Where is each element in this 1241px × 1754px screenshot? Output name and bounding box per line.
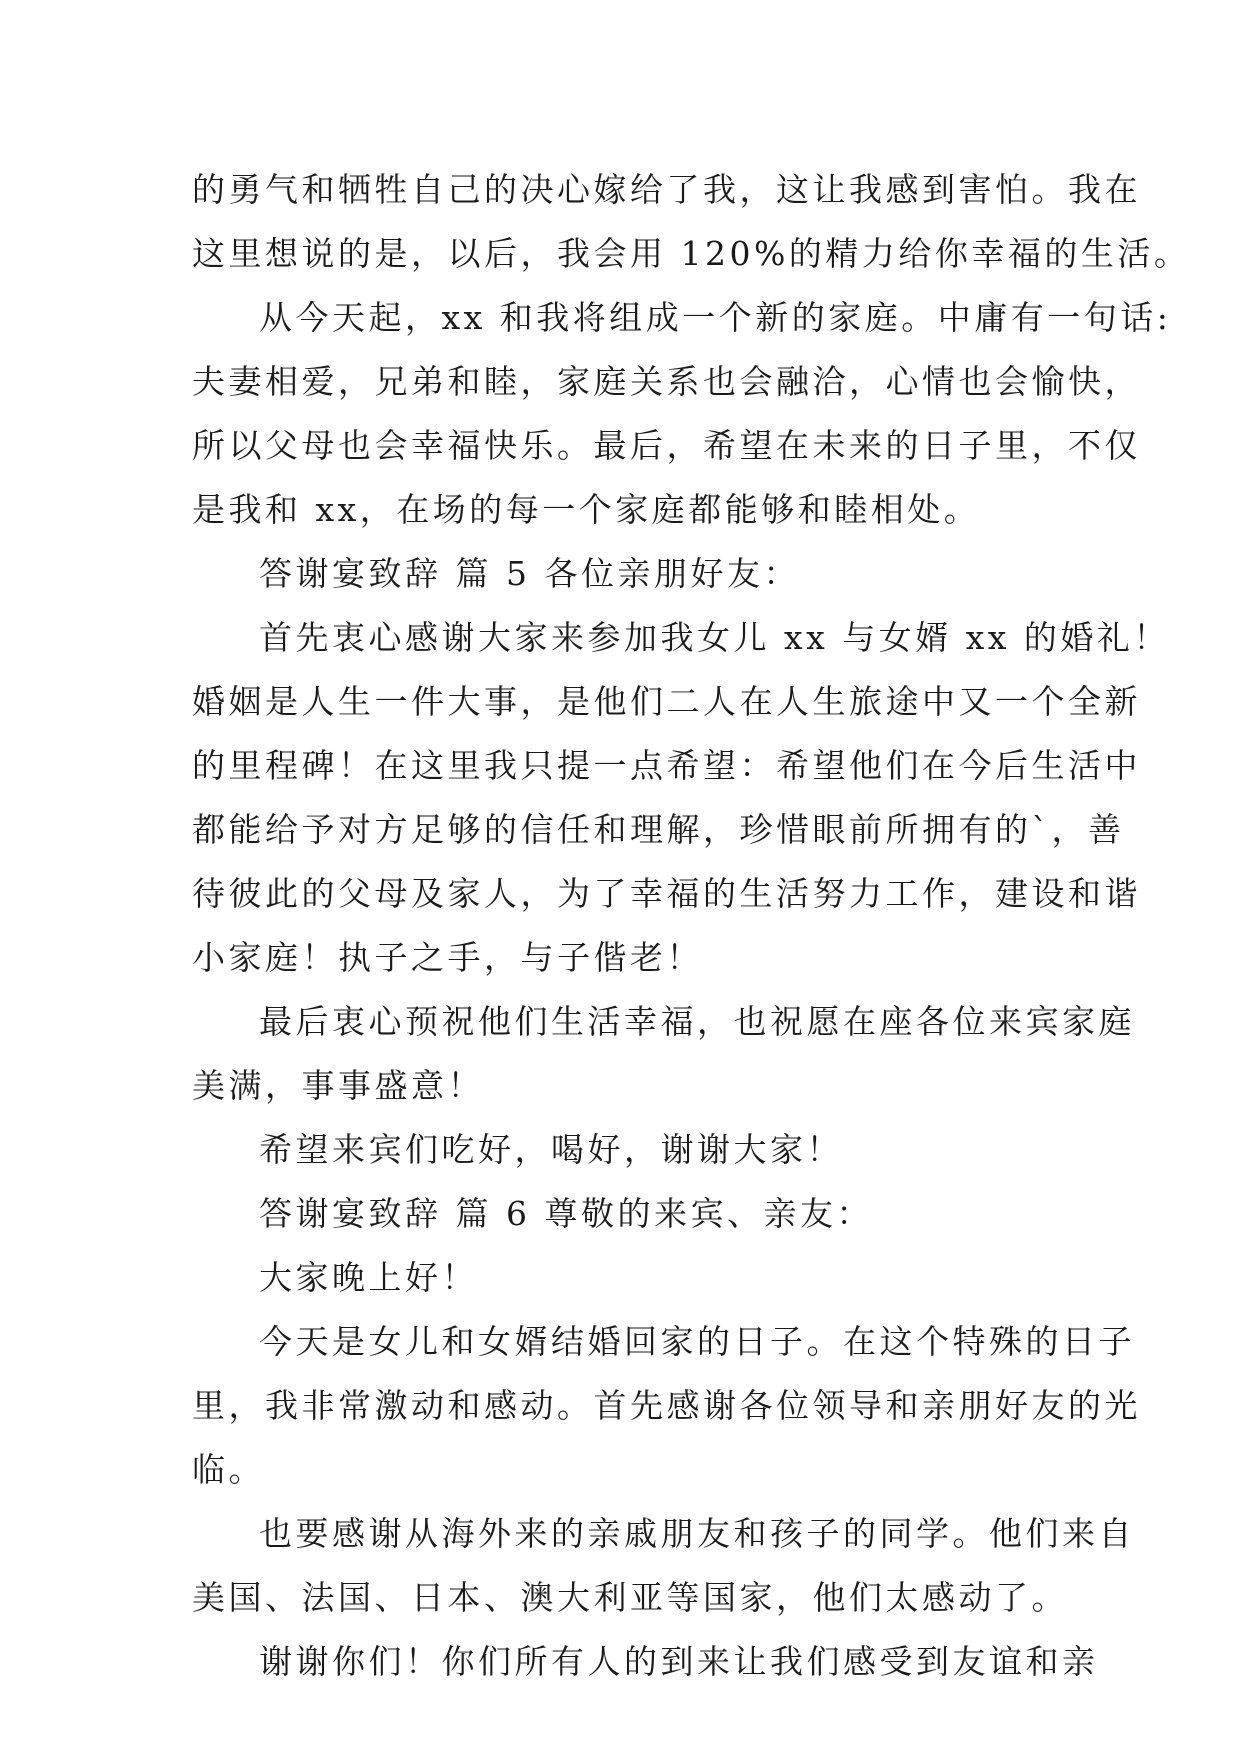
text-line: 美满，事事盛意！ (192, 1066, 484, 1105)
text-line: 答谢宴致辞 篇 6 尊敬的来宾、亲友： (259, 1194, 873, 1233)
text-line: 今天是女儿和女婿结婚回家的日子。在这个特殊的日子 (259, 1322, 1135, 1361)
text-line: 大家晚上好！ (259, 1258, 478, 1297)
text-line: 小家庭！执子之手，与子偕老！ (192, 938, 703, 977)
text-line: 首先衷心感谢大家来参加我女儿 xx 与女婿 xx 的婚礼！ (259, 618, 1170, 657)
text-line: 也要感谢从海外来的亲戚朋友和孩子的同学。他们来自 (259, 1514, 1135, 1553)
text-line: 是我和 xx，在场的每一个家庭都能够和睦相处。 (192, 490, 981, 529)
text-line: 这里想说的是，以后，我会用 120%的精力给你幸福的生活。 (192, 234, 1191, 273)
text-line: 的勇气和牺牲自己的决心嫁给了我，这让我感到害怕。我在 (192, 170, 1141, 209)
text-line: 从今天起，xx 和我将组成一个新的家庭。中庸有一句话: (259, 298, 1172, 337)
text-line: 临。 (192, 1450, 265, 1489)
text-line: 里，我非常激动和感动。首先感谢各位领导和亲朋好友的光 (192, 1386, 1141, 1425)
text-line: 待彼此的父母及家人，为了幸福的生活努力工作，建设和谐 (192, 874, 1141, 913)
text-line: 都能给予对方足够的信任和理解，珍惜眼前所拥有的`，善 (192, 810, 1125, 849)
text-line: 希望来宾们吃好，喝好，谢谢大家！ (259, 1130, 843, 1169)
body-text (192, 158, 1191, 1694)
text-line: 的里程碑！在这里我只提一点希望：希望他们在今后生活中 (192, 746, 1141, 785)
text-line: 美国、法国、日本、澳大利亚等国家，他们太感动了。 (192, 1578, 1068, 1617)
text-line: 夫妻相爱，兄弟和睦，家庭关系也会融洽，心情也会愉快， (192, 362, 1141, 401)
text-line: 最后衷心预祝他们生活幸福，也祝愿在座各位来宾家庭 (259, 1002, 1135, 1041)
text-line: 谢谢你们！你们所有人的到来让我们感受到友谊和亲 (259, 1642, 1099, 1681)
text-line: 婚姻是人生一件大事，是他们二人在人生旅途中又一个全新 (192, 682, 1141, 721)
text-line: 答谢宴致辞 篇 5 各位亲朋好友： (259, 554, 800, 593)
text-line: 所以父母也会幸福快乐。最后，希望在未来的日子里，不仅 (192, 426, 1141, 465)
